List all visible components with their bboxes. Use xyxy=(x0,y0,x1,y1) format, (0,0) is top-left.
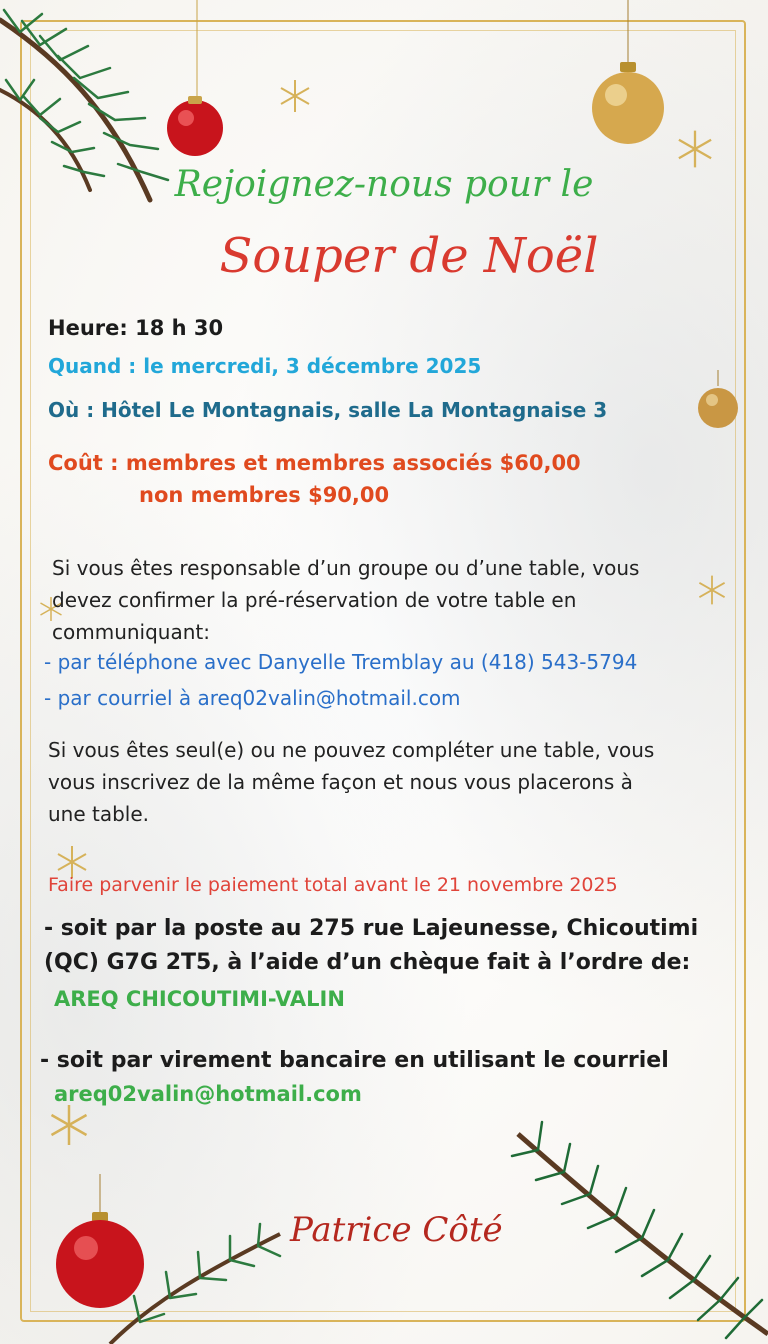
reservation-phone: - par téléphone avec Danyelle Tremblay au (418) 543-5794 xyxy=(44,650,638,674)
event-title: Souper de Noël xyxy=(219,228,599,284)
snowflake-icon xyxy=(275,76,315,116)
reservation-email[interactable]: - par courriel à areq02valin@hotmail.com xyxy=(44,686,461,710)
solo-text-line-2: vous inscrivez de la même façon et nous vous placerons à xyxy=(48,770,633,794)
pine-branch-bottom-left-icon xyxy=(0,1174,300,1344)
reservation-text-line-1: Si vous êtes responsable d’un groupe ou d’une table, vous xyxy=(52,556,640,580)
reservation-text-line-3: communiquant: xyxy=(52,620,210,644)
payment-transfer-line: - soit par virement bancaire en utilisant le courriel xyxy=(40,1048,669,1073)
event-cost-members: Coût : membres et membres associés $60,00 xyxy=(48,451,581,475)
payment-deadline: Faire parvenir le paiement total avant le 21 novembre 2025 xyxy=(48,874,618,896)
payment-mail-line-2: (QC) G7G 2T5, à l’aide d’un chèque fait à l’ordre de: xyxy=(44,950,691,975)
event-date: Quand : le mercredi, 3 décembre 2025 xyxy=(48,354,482,378)
event-cost-non-members: non membres $90,00 xyxy=(139,483,390,507)
gold-ornament-right-icon xyxy=(690,370,750,450)
event-time: Heure: 18 h 30 xyxy=(48,316,224,340)
payment-payee: AREQ CHICOUTIMI-VALIN xyxy=(54,987,345,1011)
payment-mail-line-1: - soit par la poste au 275 rue Lajeunesse, Chicoutimi xyxy=(44,916,699,941)
pine-branch-bottom-right-icon xyxy=(498,1114,768,1344)
solo-text-line-1: Si vous êtes seul(e) ou ne pouvez compléter une table, vous xyxy=(48,738,655,762)
intro-heading: Rejoignez-nous pour le xyxy=(174,164,594,205)
reservation-text-line-2: devez confirmer la pré-réservation de votre table en xyxy=(52,588,577,612)
payment-transfer-email[interactable]: areq02valin@hotmail.com xyxy=(54,1082,362,1106)
snowflake-icon xyxy=(44,1100,94,1150)
snowflake-icon xyxy=(694,572,730,608)
solo-text-line-3: une table. xyxy=(48,802,150,826)
pine-branch-top-left-icon xyxy=(0,0,260,260)
signature: Patrice Côté xyxy=(290,1210,503,1250)
event-location: Où : Hôtel Le Montagnais, salle La Montagnaise 3 xyxy=(48,398,608,422)
